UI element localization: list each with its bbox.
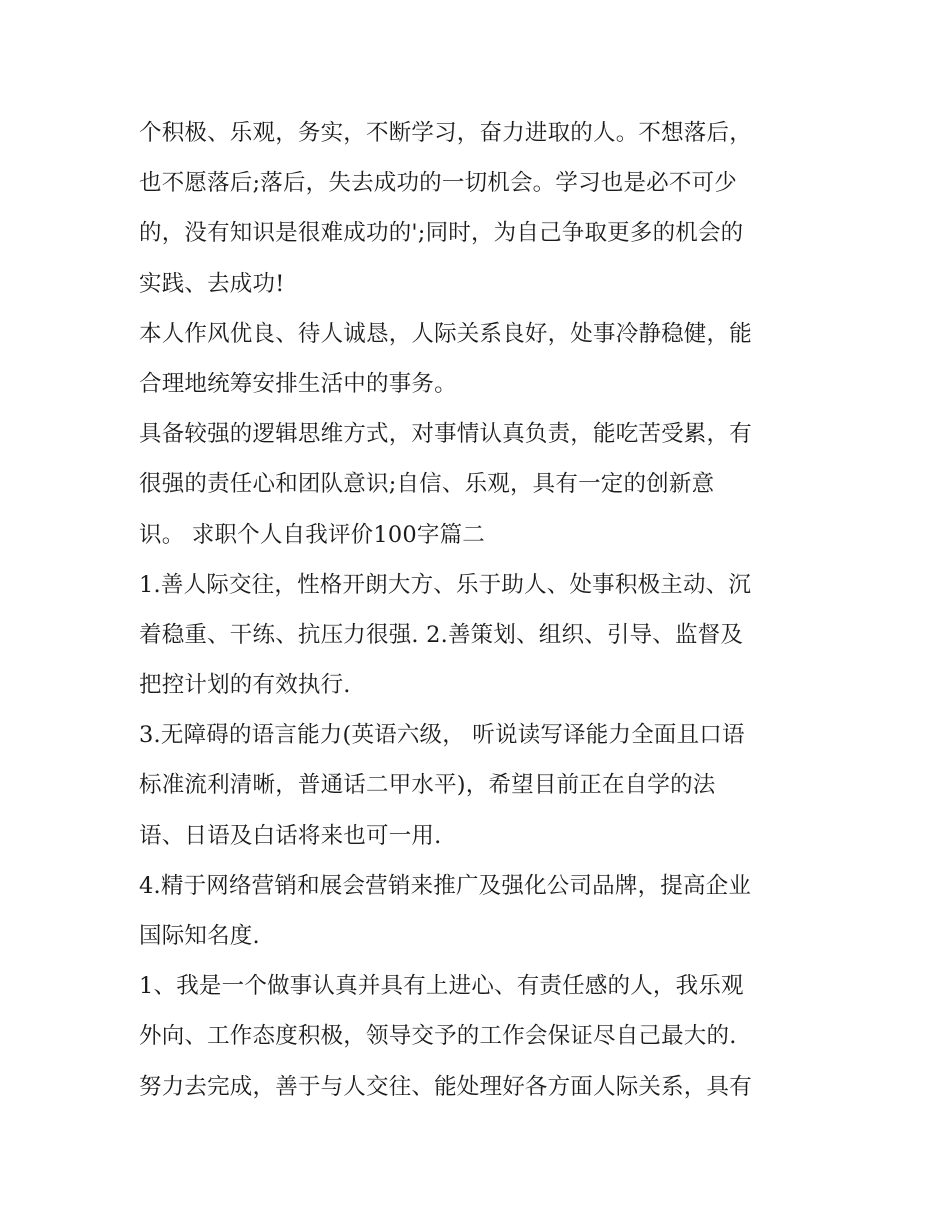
text-line: 很强的责任心和团队意识;自信、乐观，具有一定的创新意 (139, 471, 715, 498)
text-line: 本人作风优良、待人诚恳，人际关系良好，处事冷静稳健，能 (139, 320, 752, 347)
text-line: 3.无障碍的语言能力(英语六级， 听说读写译能力全面且口语 (139, 722, 745, 749)
text-line: 1.善人际交往，性格开朗大方、乐于助人、处事积极主动、沉 (139, 571, 752, 598)
text-line: 的，没有知识是很难成功的';同时，为自己争取更多的机会的 (139, 220, 744, 247)
text-line: 识。 求职个人自我评价100字篇二 (139, 521, 485, 548)
text-line: 4.精于网络营销和展会营销来推广及强化公司品牌，提高企业 (139, 872, 752, 899)
text-line: 合理地统筹安排生活中的事务。 (139, 370, 457, 397)
text-line: 外向、工作态度积极，领导交予的工作会保证尽自己最大的. (139, 1023, 737, 1050)
text-line: 实践、去成功! (139, 270, 285, 297)
text-line: 标准流利清晰，普通话二甲水平)，希望目前正在自学的法 (139, 772, 716, 799)
text-line: 国际知名度. (139, 923, 260, 949)
text-line: 语、日语及白话将来也可一用. (139, 822, 442, 849)
text-line: 努力去完成，善于与人交往、能处理好各方面人际关系，具有 (139, 1073, 752, 1100)
text-line: 具备较强的逻辑思维方式，对事情认真负责，能吃苦受累，有 (139, 421, 752, 448)
text-line: 着稳重、干练、抗压力很强. 2.善策划、组织、引导、监督及 (139, 621, 744, 648)
text-line: 1、我是一个做事认真并具有上进心、有责任感的人，我乐观 (139, 973, 744, 1000)
text-line: 也不愿落后;落后，失去成功的一切机会。学习也是必不可少 (139, 170, 737, 197)
body-text (139, 108, 829, 1112)
text-line: 把控计划的有效执行. (139, 672, 351, 699)
text-line: 个积极、乐观，务实，不断学习，奋力进取的人。不想落后， (139, 120, 752, 146)
